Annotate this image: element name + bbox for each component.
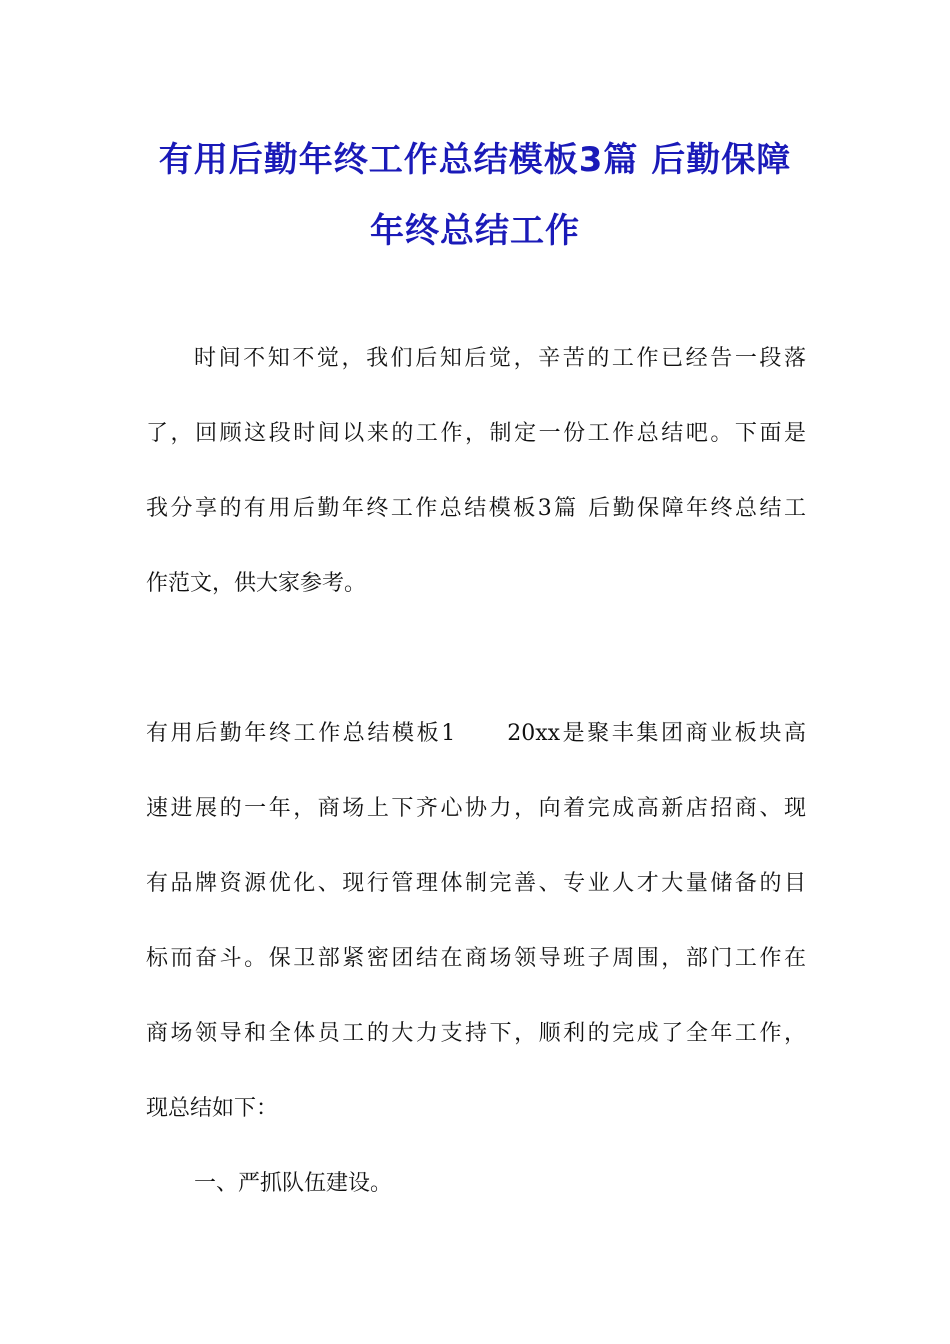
intro-line-4: 作范文，供大家参考。	[146, 571, 367, 596]
section1-first-line-text: 20xx是聚丰集团商业板块高	[507, 721, 807, 746]
section1-line-2: 速进展的一年，商场上下齐心协力，向着完成高新店招商、现	[146, 796, 806, 821]
section1-line-3: 有品牌资源优化、现行管理体制完善、专业人才大量储备的目	[146, 871, 806, 896]
section1-heading: 有用后勤年终工作总结模板1	[146, 721, 456, 746]
section1-first-line	[146, 719, 806, 749]
section1-subheading: 一、严抓队伍建设。	[194, 1171, 393, 1196]
intro-line-3: 我分享的有用后勤年终工作总结模板3篇 后勤保障年终总结工	[146, 496, 806, 521]
document-title-line-1: 有用后勤年终工作总结模板3篇 后勤保障	[158, 140, 792, 180]
document-title-line-2: 年终总结工作	[370, 211, 580, 251]
intro-line-1: 时间不知不觉，我们后知后觉，辛苦的工作已经告一段落	[194, 346, 806, 371]
section1-line-4: 标而奋斗。保卫部紧密团结在商场领导班子周围，部门工作在	[146, 946, 806, 971]
intro-line-2: 了，回顾这段时间以来的工作，制定一份工作总结吧。下面是	[146, 421, 806, 446]
section1-line-5: 商场领导和全体员工的大力支持下，顺利的完成了全年工作，	[146, 1021, 806, 1046]
section1-line-6: 现总结如下：	[146, 1096, 279, 1121]
